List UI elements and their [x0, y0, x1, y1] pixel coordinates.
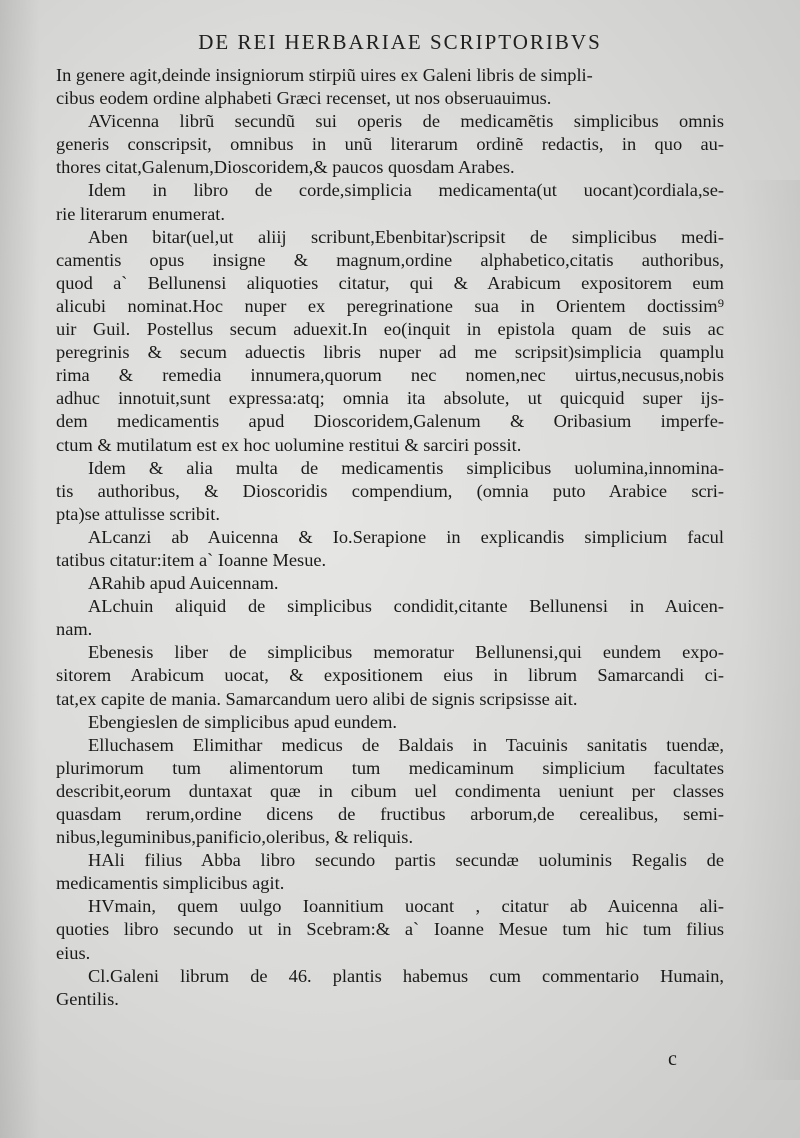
- body-text: [56, 64, 724, 1011]
- text-line: nam.: [56, 619, 93, 640]
- text-line: uir Guil. Postellus secum aduexit.In eo(inquit in epistola quam de suis ac: [56, 319, 724, 340]
- text-line: rima & remedia innumera,quorum nec nomen,nec uirtus,necusus,nobis: [56, 365, 724, 386]
- text-line: ARahib apud Auicennam.: [88, 573, 279, 594]
- text-line: HVmain, quem uulgo Ioannitium uocant , citatur ab Auicenna ali-: [88, 896, 724, 917]
- gutter-shadow: [0, 0, 40, 1138]
- text-line: tat,ex capite de mania. Samarcandum uero alibi de signis scripsisse ait.: [56, 688, 578, 709]
- text-line: Ebenesis liber de simplicibus memoratur Bellunensi,qui eundem expo-: [88, 642, 724, 663]
- text-line: Idem & alia multa de medicamentis simplicibus uolumina,innomina-: [88, 457, 724, 478]
- catchword: c: [668, 1048, 677, 1070]
- text-line: quod a` Bellunensi aliquoties citatur, qui & Arabicum expositorem eum: [56, 272, 724, 293]
- text-line: peregrinis & secum aduectis libris nuper ad me scripsit)simplicia quamplu: [56, 342, 724, 363]
- text-line: sitorem Arabicum uocat, & expositionem eius in librum Samarcandi ci-: [56, 665, 724, 686]
- text-line: Idem in libro de corde,simplicia medicamenta(ut uocant)cordiala,se-: [88, 180, 724, 201]
- text-line: In genere agit,deinde insigniorum stirpiũ uires ex Galeni libris de simpli-: [56, 65, 593, 85]
- text-line: AVicenna librũ secundũ sui operis de medicamẽtis simplicibus omnis: [88, 111, 724, 132]
- text-line: rie literarum enumerat.: [56, 203, 226, 224]
- text-line: ALcanzi ab Auicenna & Io.Serapione in explicandis simplicium facul: [88, 526, 724, 547]
- text-line: pta)se attulisse scribit.: [56, 503, 220, 524]
- text-line: quoties libro secundo ut in Scebram:& a` Ioanne Mesue tum hic tum filius: [56, 919, 724, 940]
- text-line: camentis opus insigne & magnum,ordine alphabetico,citatis authoribus,: [56, 249, 724, 270]
- text-line: ctum & mutilatum est ex hoc uolumine restitui & sarciri possit.: [56, 434, 522, 455]
- text-line: Aben bitar(uel,ut aliĳ scribunt,Ebenbitar)scripsit de simplicibus medi-: [88, 226, 724, 247]
- text-line: nibus,leguminibus,panificio,oleribus, & reliquis.: [56, 827, 414, 848]
- text-line: Elluchasem Elimithar medicus de Baldais in Tacuinis sanitatis tuendæ,: [88, 734, 724, 755]
- text-line: Gentilis.: [56, 988, 119, 1009]
- text-line: medicamentis simplicibus agit.: [56, 873, 285, 894]
- text-line: dem medicamentis apud Dioscoridem,Galenum & Oribasium imperfe-: [56, 411, 724, 432]
- text-line: plurimorum tum alimentorum tum medicaminum simplicium facultates: [56, 757, 724, 778]
- text-line: eius.: [56, 942, 91, 963]
- text-line: tatibus citatur:item a` Ioanne Mesue.: [56, 549, 327, 570]
- text-line: Cl.Galeni librum de 46. plantis habemus cum commentario Humain,: [88, 965, 724, 986]
- text-line: quasdam rerum,ordine dicens de fructibus arborum,de cerealibus, semi-: [56, 804, 724, 824]
- running-head: DE REI HERBARIAE SCRIPTORIBVS: [198, 30, 602, 54]
- text-line: describit,eorum duntaxat quæ in cibum uel condimenta ueniunt per classes: [56, 780, 724, 801]
- text-line: alicubi nominat.Hoc nuper ex peregrinatione sua in Orientem doctissim⁹: [56, 295, 724, 316]
- text-line: ALchuin aliquid de simplicibus condidit,citante Bellunensi in Auicen-: [88, 596, 724, 617]
- text-line: tis authoribus, & Dioscoridis compendium, (omnia puto Arabice scri-: [56, 480, 724, 501]
- text-line: HAli filius Abba libro secundo partis secundæ uoluminis Regalis de: [88, 850, 724, 871]
- text-line: adhuc innotuit,sunt expressa:atq; omnia ita absolute, ut quicquid super ĳs-: [56, 388, 724, 409]
- text-line: Ebengieslen de simplicibus apud eundem.: [88, 711, 397, 732]
- text-line: generis conscripsit, omnibus in unũ literarum ordinẽ redactis, in quo au-: [56, 134, 724, 155]
- text-line: cibus eodem ordine alphabeti Græci recenset, ut nos obseruauimus.: [56, 88, 552, 109]
- edge-shadow: [740, 180, 800, 1080]
- text-line: thores citat,Galenum,Dioscoridem,& paucos quosdam Arabes.: [56, 157, 515, 178]
